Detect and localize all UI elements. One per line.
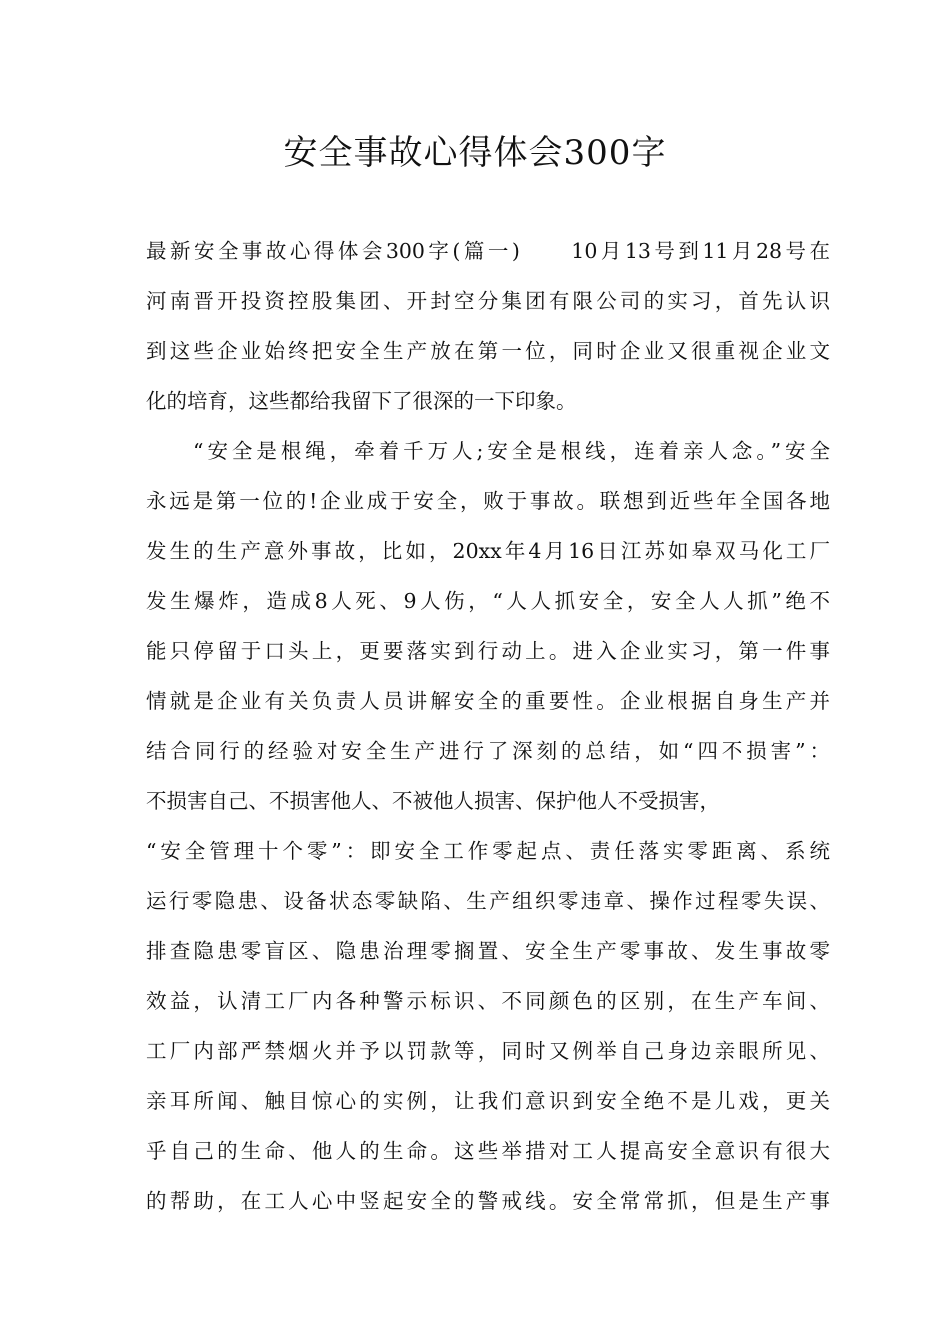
text-line: 发生爆炸，造成8人死、9人伤，“人人抓安全，安全人人抓”绝不 bbox=[146, 589, 830, 613]
text-line: 情就是企业有关负责人员讲解安全的重要性。企业根据自身生产并 bbox=[146, 689, 830, 713]
text-line: 最新安全事故心得体会300字(篇一) 10月13号到11月28号在 bbox=[146, 239, 830, 263]
text-line: 河南晋开投资控股集团、开封空分集团有限公司的实习，首先认识 bbox=[146, 289, 830, 313]
text-line: 乎自己的生命、他人的生命。这些举措对工人提高安全意识有很大 bbox=[146, 1139, 830, 1163]
text-line: 运行零隐患、设备状态零缺陷、生产组织零违章、操作过程零失误、 bbox=[146, 889, 830, 913]
text-line: 亲耳所闻、触目惊心的实例，让我们意识到安全绝不是儿戏，更关 bbox=[146, 1089, 830, 1113]
text-line: 能只停留于口头上，更要落实到行动上。进入企业实习，第一件事 bbox=[146, 639, 830, 663]
text-line: 不损害自己、不损害他人、不被他人损害、保护他人不受损害， bbox=[146, 789, 720, 813]
paragraph bbox=[146, 226, 830, 426]
text-line: 结合同行的经验对安全生产进行了深刻的总结，如“四不损害”： bbox=[146, 739, 830, 763]
text-line: 效益，认清工厂内各种警示标识、不同颜色的区别，在生产车间、 bbox=[146, 989, 830, 1013]
text-line: “安全是根绳，牵着千万人;安全是根线，连着亲人念。”安全 bbox=[193, 439, 830, 463]
text-line: 工厂内部严禁烟火并予以罚款等，同时又例举自己身边亲眼所见、 bbox=[146, 1039, 830, 1063]
document-title: 安全事故心得体会300字 bbox=[283, 133, 667, 173]
text-line: “安全管理十个零”：即安全工作零起点、责任落实零距离、系统 bbox=[146, 839, 830, 863]
document-body bbox=[146, 226, 830, 1226]
text-line: 发生的生产意外事故，比如，20xx年4月16日江苏如皋双马化工厂 bbox=[146, 539, 830, 563]
text-line: 永远是第一位的!企业成于安全，败于事故。联想到近些年全国各地 bbox=[146, 489, 830, 513]
text-line: 的帮助，在工人心中竖起安全的警戒线。安全常常抓，但是生产事 bbox=[146, 1189, 830, 1213]
text-line: 化的培育，这些都给我留下了很深的一下印象。 bbox=[146, 389, 577, 413]
paragraph bbox=[146, 426, 830, 1226]
text-line: 排查隐患零盲区、隐患治理零搁置、安全生产零事故、发生事故零 bbox=[146, 939, 830, 963]
text-line: 到这些企业始终把安全生产放在第一位，同时企业又很重视企业文 bbox=[146, 339, 830, 363]
